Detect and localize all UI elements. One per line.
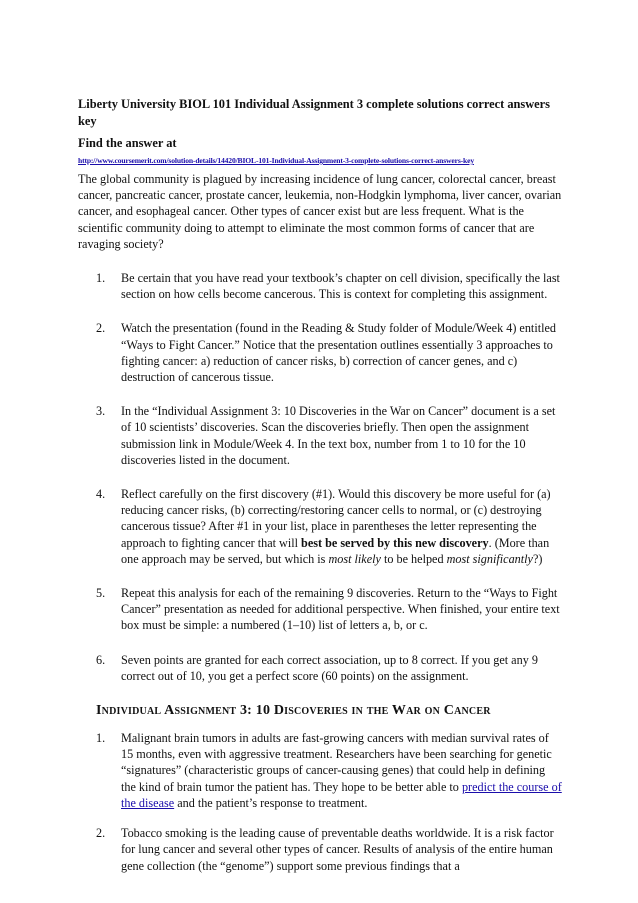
section-heading: Individual Assignment 3: 10 Discoveries in the War on Cancer <box>96 703 491 719</box>
instruction-steps <box>78 270 562 684</box>
step-text: Seven points are granted for each correct association, up to 8 correct. If you get any 9 correct out of 10, you get a perfect score (60 points) on the assignment. <box>121 652 538 683</box>
step-item <box>96 652 562 684</box>
step-emphasis: best be served by this new discovery <box>301 535 489 550</box>
step-emphasis: most significantly <box>446 551 533 566</box>
step-number: 3. <box>96 404 106 419</box>
step-emphasis: most likely <box>328 551 381 566</box>
step-text: ?) <box>532 551 543 566</box>
step-text: Be certain that you have read your textbook’s chapter on cell division, specifically the last section on how cells become cancerous. This is context for completing this assignment. <box>121 271 560 302</box>
discovery-text: and the patient’s response to treatment. <box>174 795 368 810</box>
step-item <box>96 486 562 567</box>
step-number: 4. <box>96 487 106 502</box>
discovery-text: Tobacco smoking is the leading cause of preventable deaths worldwide. It is a risk factor for lung cancer and several other types of cancer. Results of analysis of the entire human gene collection (the “genome”) support some previous findings that a <box>121 826 554 873</box>
step-text: Reflect carefully on the first discovery (#1). Would this discovery be more useful for (a) reducing cancer risks, (b) correcting/restoring cancer cells to normal, or (c) destroying cancerous tissue? After #1 in your list, place in parentheses the letter representing the approach to fighting cancer that will <box>121 487 551 550</box>
step-text: to be helped <box>380 551 447 566</box>
step-item <box>96 403 562 468</box>
intro-paragraph: The global community is plagued by increasing incidence of lung cancer, colorectal cancer, breast cancer, pancreatic cancer, prostate cancer, leukemia, non-Hodgkin lymphoma, liver cancer, ovarian cancer, and esophageal cancer. Other types of cancer exist but are less frequent. What is the scientific community doing to attempt to eliminate the most common forms of cancer that are ravaging society? <box>78 172 562 251</box>
document-title: Liberty University BIOL 101 Individual Assignment 3 complete solutions correct answers key <box>78 97 550 128</box>
step-text: Watch the presentation (found in the Reading & Study folder of Module/Week 4) entitled “Ways to Fight Cancer.” Notice that the presentation outlines essentially 3 approaches to fighting cancer: a) reduction of cancer risks, b) correction of cancer genes, and c) destruction of cancerous tissue. <box>121 321 556 385</box>
predict-disease-link[interactable]: predict the course of the disease <box>121 779 562 810</box>
step-item <box>96 320 562 385</box>
step-item <box>96 270 562 302</box>
find-answer-label: Find the answer at <box>78 136 177 150</box>
answer-link[interactable]: http://www.coursemerit.com/solution-details/14420/BIOL-101-Individual-Assignment-3-complete-solutions-correct-answers-key <box>78 156 474 165</box>
discovery-number: 1. <box>96 731 106 746</box>
step-text: . (More than one approach may be served, but which is <box>121 535 550 566</box>
step-number: 5. <box>96 586 106 601</box>
step-number: 1. <box>96 271 106 286</box>
step-text: In the “Individual Assignment 3: 10 Discoveries in the War on Cancer” document is a set of 10 scientists’ discoveries. Scan the discoveries briefly. Then open the assignment submission link in Module/Week 4. In the text box, number from 1 to 10 for the 10 discoveries listed in the document. <box>121 404 556 467</box>
step-text: Repeat this analysis for each of the remaining 9 discoveries. Return to the “Ways to Fight Cancer” presentation as needed for additional perspective. When finished, your entire text box must be simple: a numbered (1–10) list of letters a, b, or c. <box>121 586 560 633</box>
discovery-item <box>96 825 562 874</box>
step-item <box>96 585 562 634</box>
step-number: 6. <box>96 652 106 667</box>
discovery-number: 2. <box>96 826 106 841</box>
discovery-text: Malignant brain tumors in adults are fast-growing cancers with median survival rates of 15 months, even with aggressive treatment. Researchers have been searching for genetic “signatures” (characteristic groups of cancer-causing genes) that could help in defining the kind of brain tumor the patient has. They hope to be better able to <box>121 731 552 794</box>
discovery-item <box>96 730 562 811</box>
discoveries-list <box>78 730 562 874</box>
document-body <box>78 96 562 888</box>
step-number: 2. <box>96 321 106 336</box>
